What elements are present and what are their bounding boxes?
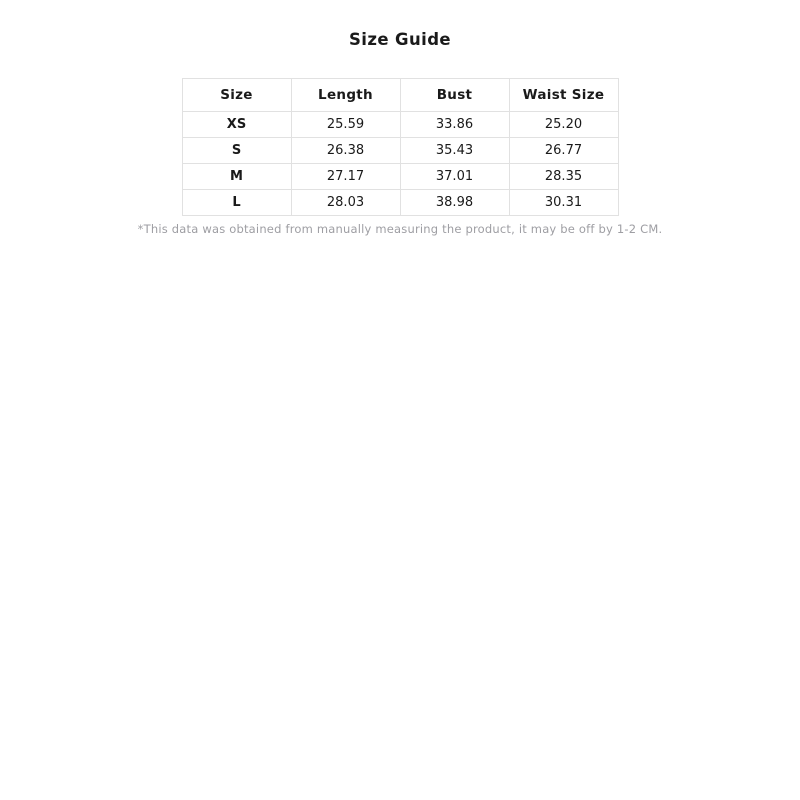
- column-header-waist-size: Waist Size: [509, 78, 618, 111]
- measurement-cell: 28.03: [291, 189, 400, 215]
- size-label-cell: XS: [182, 111, 291, 137]
- table-footnote: *This data was obtained from manually measuring the product, it may be off by 1-2 CM.: [137, 221, 663, 236]
- size-label-cell: M: [182, 163, 291, 189]
- measurement-cell: 28.35: [509, 163, 618, 189]
- measurement-cell: 30.31: [509, 189, 618, 215]
- measurement-cell: 25.20: [509, 111, 618, 137]
- table-row: [182, 189, 618, 215]
- measurement-cell: 26.38: [291, 137, 400, 163]
- size-guide-table: [182, 78, 619, 216]
- measurement-cell: 37.01: [400, 163, 509, 189]
- measurement-cell: 26.77: [509, 137, 618, 163]
- measurement-cell: 27.17: [291, 163, 400, 189]
- table-head: [182, 78, 618, 111]
- size-label-cell: L: [182, 189, 291, 215]
- table-row: [182, 163, 618, 189]
- column-header-bust: Bust: [400, 78, 509, 111]
- measurement-cell: 38.98: [400, 189, 509, 215]
- table-row: [182, 111, 618, 137]
- measurement-cell: 33.86: [400, 111, 509, 137]
- column-header-size: Size: [182, 78, 291, 111]
- measurement-cell: 25.59: [291, 111, 400, 137]
- table-header-row: [182, 78, 618, 111]
- table-row: [182, 137, 618, 163]
- size-label-cell: S: [182, 137, 291, 163]
- column-header-length: Length: [291, 78, 400, 111]
- size-guide-page: [0, 30, 800, 800]
- table-body: [182, 111, 618, 215]
- measurement-cell: 35.43: [400, 137, 509, 163]
- page-title: Size Guide: [348, 30, 452, 49]
